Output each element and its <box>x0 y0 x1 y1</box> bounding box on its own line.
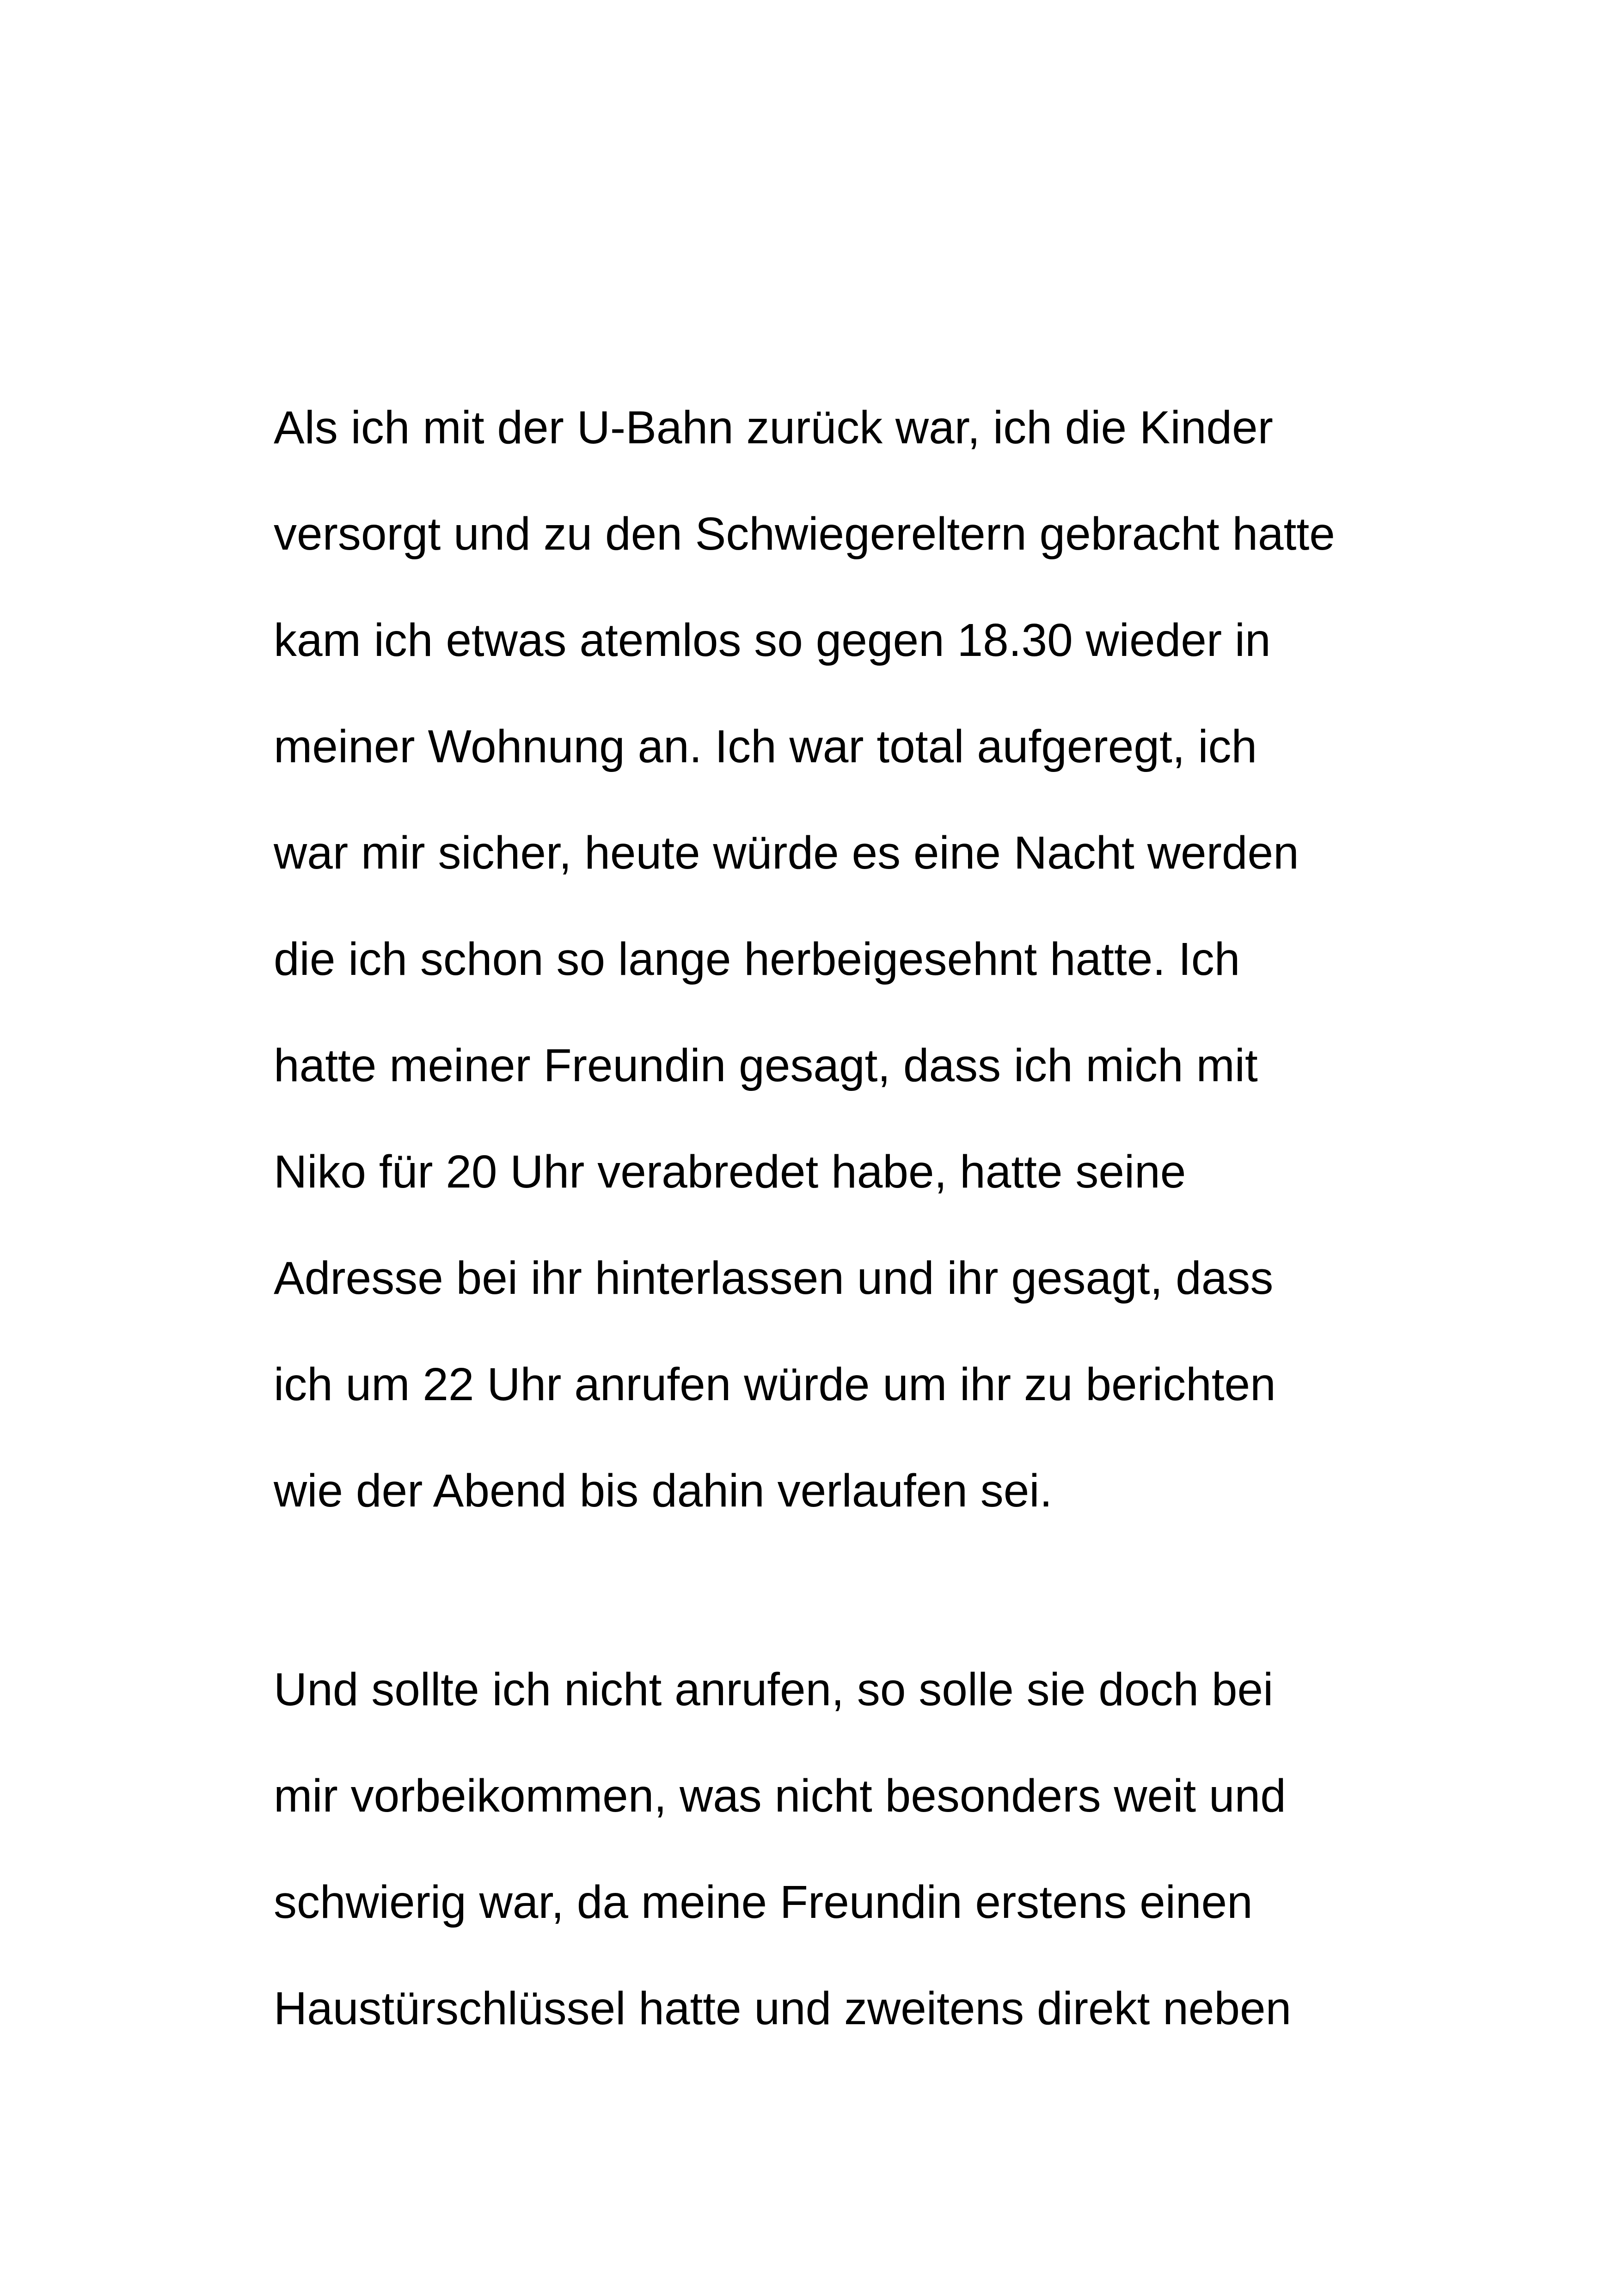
paragraph-2 <box>274 1636 1383 2062</box>
text-line: mir vorbeikommen, was nicht besonders weit und <box>274 1770 1286 1822</box>
text-line: Haustürschlüssel hatte und zweitens direkt neben <box>274 1983 1292 2034</box>
text-line: war mir sicher, heute würde es eine Nacht werden <box>274 827 1299 879</box>
text-line: Adresse bei ihr hinterlassen und ihr gesagt, dass <box>274 1252 1274 1304</box>
text-line: Und sollte ich nicht anrufen, so solle sie doch bei <box>274 1664 1274 1715</box>
text-line: ich um 22 Uhr anrufen würde um ihr zu berichten <box>274 1359 1276 1410</box>
text-line: Als ich mit der U-Bahn zurück war, ich die Kinder <box>274 402 1273 453</box>
text-line: die ich schon so lange herbeigesehnt hatte. Ich <box>274 933 1240 985</box>
text-line: meiner Wohnung an. Ich war total aufgeregt, ich <box>274 721 1257 772</box>
text-line: Niko für 20 Uhr verabredet habe, hatte seine <box>274 1146 1186 1198</box>
text-line: kam ich etwas atemlos so gegen 18.30 wieder in <box>274 614 1271 666</box>
text-line: wie der Abend bis dahin verlaufen sei. <box>274 1465 1053 1517</box>
text-line: hatte meiner Freundin gesagt, dass ich mich mit <box>274 1040 1258 1091</box>
text-line: versorgt und zu den Schwiegereltern gebracht hatte <box>274 508 1335 560</box>
text-line: schwierig war, da meine Freundin erstens einen <box>274 1876 1253 1928</box>
paragraph-1 <box>274 374 1383 1544</box>
